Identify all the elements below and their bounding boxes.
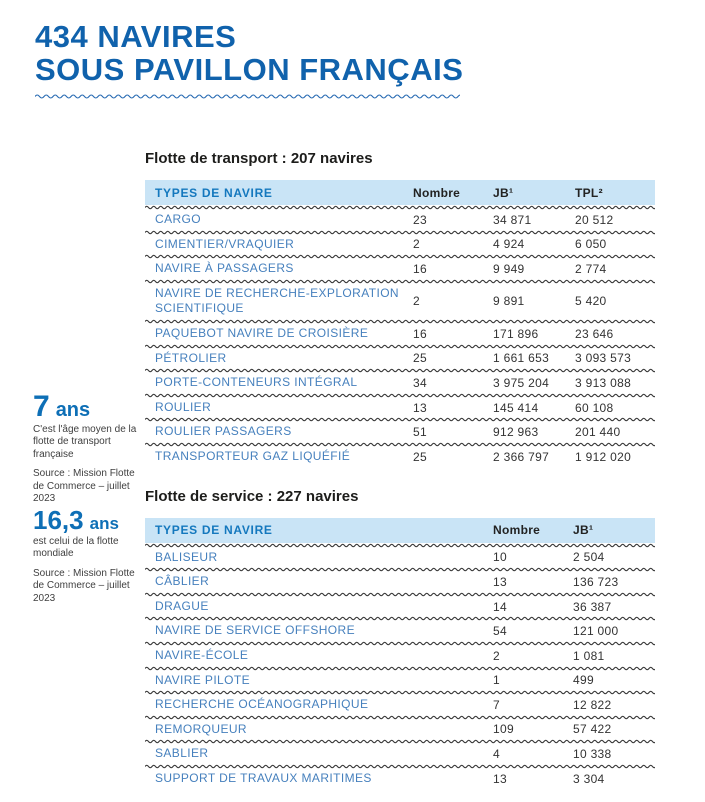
nombre-cell: 7 bbox=[493, 697, 500, 712]
stat-source: Source : Mission Flotte de Commerce – juillet 2023 bbox=[33, 468, 135, 504]
table-row bbox=[145, 235, 655, 255]
title-wave-underline bbox=[35, 93, 460, 100]
stat-value: 7 bbox=[33, 390, 50, 423]
jb-cell: 12 822 bbox=[573, 697, 612, 712]
stat-headline bbox=[33, 507, 139, 534]
column-header-type: TYPES DE NAVIRE bbox=[155, 523, 273, 538]
table-row bbox=[145, 259, 655, 279]
ship-type-cell: NAVIRE DE RECHERCHE-EXPLORATION SCIENTIFIQUE bbox=[155, 285, 399, 316]
table-row bbox=[145, 720, 655, 740]
jb-cell: 145 414 bbox=[493, 400, 539, 415]
table-row bbox=[145, 621, 655, 641]
ship-type-cell: SUPPORT DE TRAVAUX MARITIMES bbox=[155, 770, 372, 785]
tpl-cell: 60 108 bbox=[575, 400, 614, 415]
nombre-cell: 2 bbox=[413, 294, 420, 309]
title-block bbox=[35, 20, 477, 100]
ship-type-cell: DRAGUE bbox=[155, 598, 209, 613]
stat-world-fleet-age bbox=[33, 507, 139, 605]
table-row bbox=[145, 769, 655, 789]
nombre-cell: 25 bbox=[413, 351, 427, 366]
jb-cell: 1 081 bbox=[573, 648, 605, 663]
tpl-cell: 23 646 bbox=[575, 326, 614, 341]
jb-cell: 3 304 bbox=[573, 771, 605, 786]
stat-transport-fleet-age bbox=[33, 392, 139, 505]
jb-cell: 136 723 bbox=[573, 574, 619, 589]
nombre-cell: 16 bbox=[413, 326, 427, 341]
page-title bbox=[35, 20, 477, 86]
nombre-cell: 2 bbox=[413, 237, 420, 252]
tpl-cell: 1 912 020 bbox=[575, 449, 632, 464]
column-header-tpl: TPL² bbox=[575, 185, 603, 200]
ship-type-cell: NAVIRE À PASSAGERS bbox=[155, 261, 294, 276]
ship-type-cell: PÉTROLIER bbox=[155, 350, 227, 365]
transport-fleet-table bbox=[145, 180, 655, 467]
stat-unit: ans bbox=[89, 514, 119, 533]
table-row bbox=[145, 744, 655, 764]
jb-cell: 121 000 bbox=[573, 624, 619, 639]
main-content bbox=[145, 150, 655, 788]
nombre-cell: 34 bbox=[413, 375, 427, 390]
page-title-line1: 434 NAVIRES bbox=[35, 19, 237, 54]
jb-cell: 36 387 bbox=[573, 599, 612, 614]
column-header-type: TYPES DE NAVIRE bbox=[155, 185, 273, 200]
jb-cell: 10 338 bbox=[573, 747, 612, 762]
ship-type-cell: CÂBLIER bbox=[155, 574, 210, 589]
nombre-cell: 2 bbox=[493, 648, 500, 663]
table-row bbox=[145, 422, 655, 442]
ship-type-cell: NAVIRE DE SERVICE OFFSHORE bbox=[155, 623, 355, 638]
jb-cell: 9 891 bbox=[493, 294, 525, 309]
ship-type-cell: REMORQUEUR bbox=[155, 721, 248, 736]
nombre-cell: 51 bbox=[413, 425, 427, 440]
jb-cell: 4 924 bbox=[493, 237, 525, 252]
jb-cell: 1 661 653 bbox=[493, 351, 550, 366]
nombre-cell: 4 bbox=[493, 747, 500, 762]
stat-value: 16,3 bbox=[33, 505, 84, 535]
ship-type-cell: NAVIRE PILOTE bbox=[155, 672, 251, 687]
stat-headline bbox=[33, 392, 139, 422]
jb-cell: 3 975 204 bbox=[493, 375, 550, 390]
nombre-cell: 13 bbox=[413, 400, 427, 415]
ship-type-cell: PORTE-CONTENEURS INTÉGRAL bbox=[155, 375, 358, 390]
service-fleet-table bbox=[145, 518, 655, 789]
stat-description: est celui de la flotte mondiale bbox=[33, 536, 119, 560]
stat-source: Source : Mission Flotte de Commerce – juillet 2023 bbox=[33, 567, 135, 604]
table-row bbox=[145, 447, 655, 467]
nombre-cell: 109 bbox=[493, 722, 514, 737]
nombre-cell: 1 bbox=[493, 673, 500, 688]
nombre-cell: 13 bbox=[493, 574, 507, 589]
tpl-cell: 6 050 bbox=[575, 237, 607, 252]
ship-type-cell: ROULIER PASSAGERS bbox=[155, 424, 292, 439]
stat-description: C'est l'âge moyen de la flotte de transport française bbox=[33, 424, 137, 460]
ship-type-cell: ROULIER bbox=[155, 399, 212, 414]
ship-type-cell: CARGO bbox=[155, 212, 202, 226]
table-row bbox=[145, 646, 655, 666]
ship-type-cell: RECHERCHE OCÉANOGRAPHIQUE bbox=[155, 697, 369, 712]
nombre-cell: 25 bbox=[413, 449, 427, 464]
nombre-cell: 16 bbox=[413, 261, 427, 276]
section-title-transport: Flotte de transport : 207 navires bbox=[145, 150, 373, 167]
tpl-cell: 2 774 bbox=[575, 261, 607, 276]
jb-cell: 171 896 bbox=[493, 326, 539, 341]
nombre-cell: 10 bbox=[493, 550, 507, 565]
column-header-jb: JB¹ bbox=[573, 523, 594, 538]
table-row bbox=[145, 671, 655, 691]
ship-type-cell: PAQUEBOT NAVIRE DE CROISIÈRE bbox=[155, 325, 369, 340]
column-header-nombre: Nombre bbox=[413, 185, 461, 200]
table-row bbox=[145, 373, 655, 393]
section-title-service: Flotte de service : 227 navires bbox=[145, 487, 359, 505]
nombre-cell: 54 bbox=[493, 624, 507, 639]
table-row bbox=[145, 398, 655, 418]
table-row bbox=[145, 210, 655, 230]
nombre-cell: 13 bbox=[493, 771, 507, 786]
tpl-cell: 3 093 573 bbox=[575, 351, 632, 366]
ship-type-cell: NAVIRE-ÉCOLE bbox=[155, 647, 249, 662]
ship-type-cell: TRANSPORTEUR GAZ LIQUÉFIÉ bbox=[155, 448, 351, 463]
ship-type-cell: SABLIER bbox=[155, 746, 209, 761]
tpl-cell: 201 440 bbox=[575, 425, 621, 440]
tpl-cell: 20 512 bbox=[575, 212, 614, 227]
jb-cell: 499 bbox=[573, 673, 594, 688]
table-row bbox=[145, 695, 655, 715]
tpl-cell: 5 420 bbox=[575, 294, 607, 309]
table-header-row bbox=[145, 180, 655, 205]
column-header-nombre: Nombre bbox=[493, 523, 541, 538]
jb-cell: 9 949 bbox=[493, 261, 525, 276]
table-row bbox=[145, 349, 655, 369]
tpl-cell: 3 913 088 bbox=[575, 375, 632, 390]
table-row bbox=[145, 324, 655, 344]
table-header-row bbox=[145, 518, 655, 543]
nombre-cell: 14 bbox=[493, 599, 507, 614]
ship-type-cell: CIMENTIER/VRAQUIER bbox=[155, 236, 295, 251]
table-row bbox=[145, 548, 655, 568]
column-header-jb: JB¹ bbox=[493, 185, 514, 200]
jb-cell: 2 504 bbox=[573, 550, 605, 565]
jb-cell: 912 963 bbox=[493, 425, 539, 440]
ship-type-cell: BALISEUR bbox=[155, 549, 218, 564]
jb-cell: 2 366 797 bbox=[493, 449, 550, 464]
table-row bbox=[145, 572, 655, 592]
table-row bbox=[145, 597, 655, 617]
nombre-cell: 23 bbox=[413, 212, 427, 227]
page-title-line2: SOUS PAVILLON FRANÇAIS bbox=[35, 52, 464, 88]
jb-cell: 57 422 bbox=[573, 722, 612, 737]
stat-unit: ans bbox=[55, 399, 91, 421]
jb-cell: 34 871 bbox=[493, 212, 532, 227]
table-row bbox=[145, 284, 655, 319]
